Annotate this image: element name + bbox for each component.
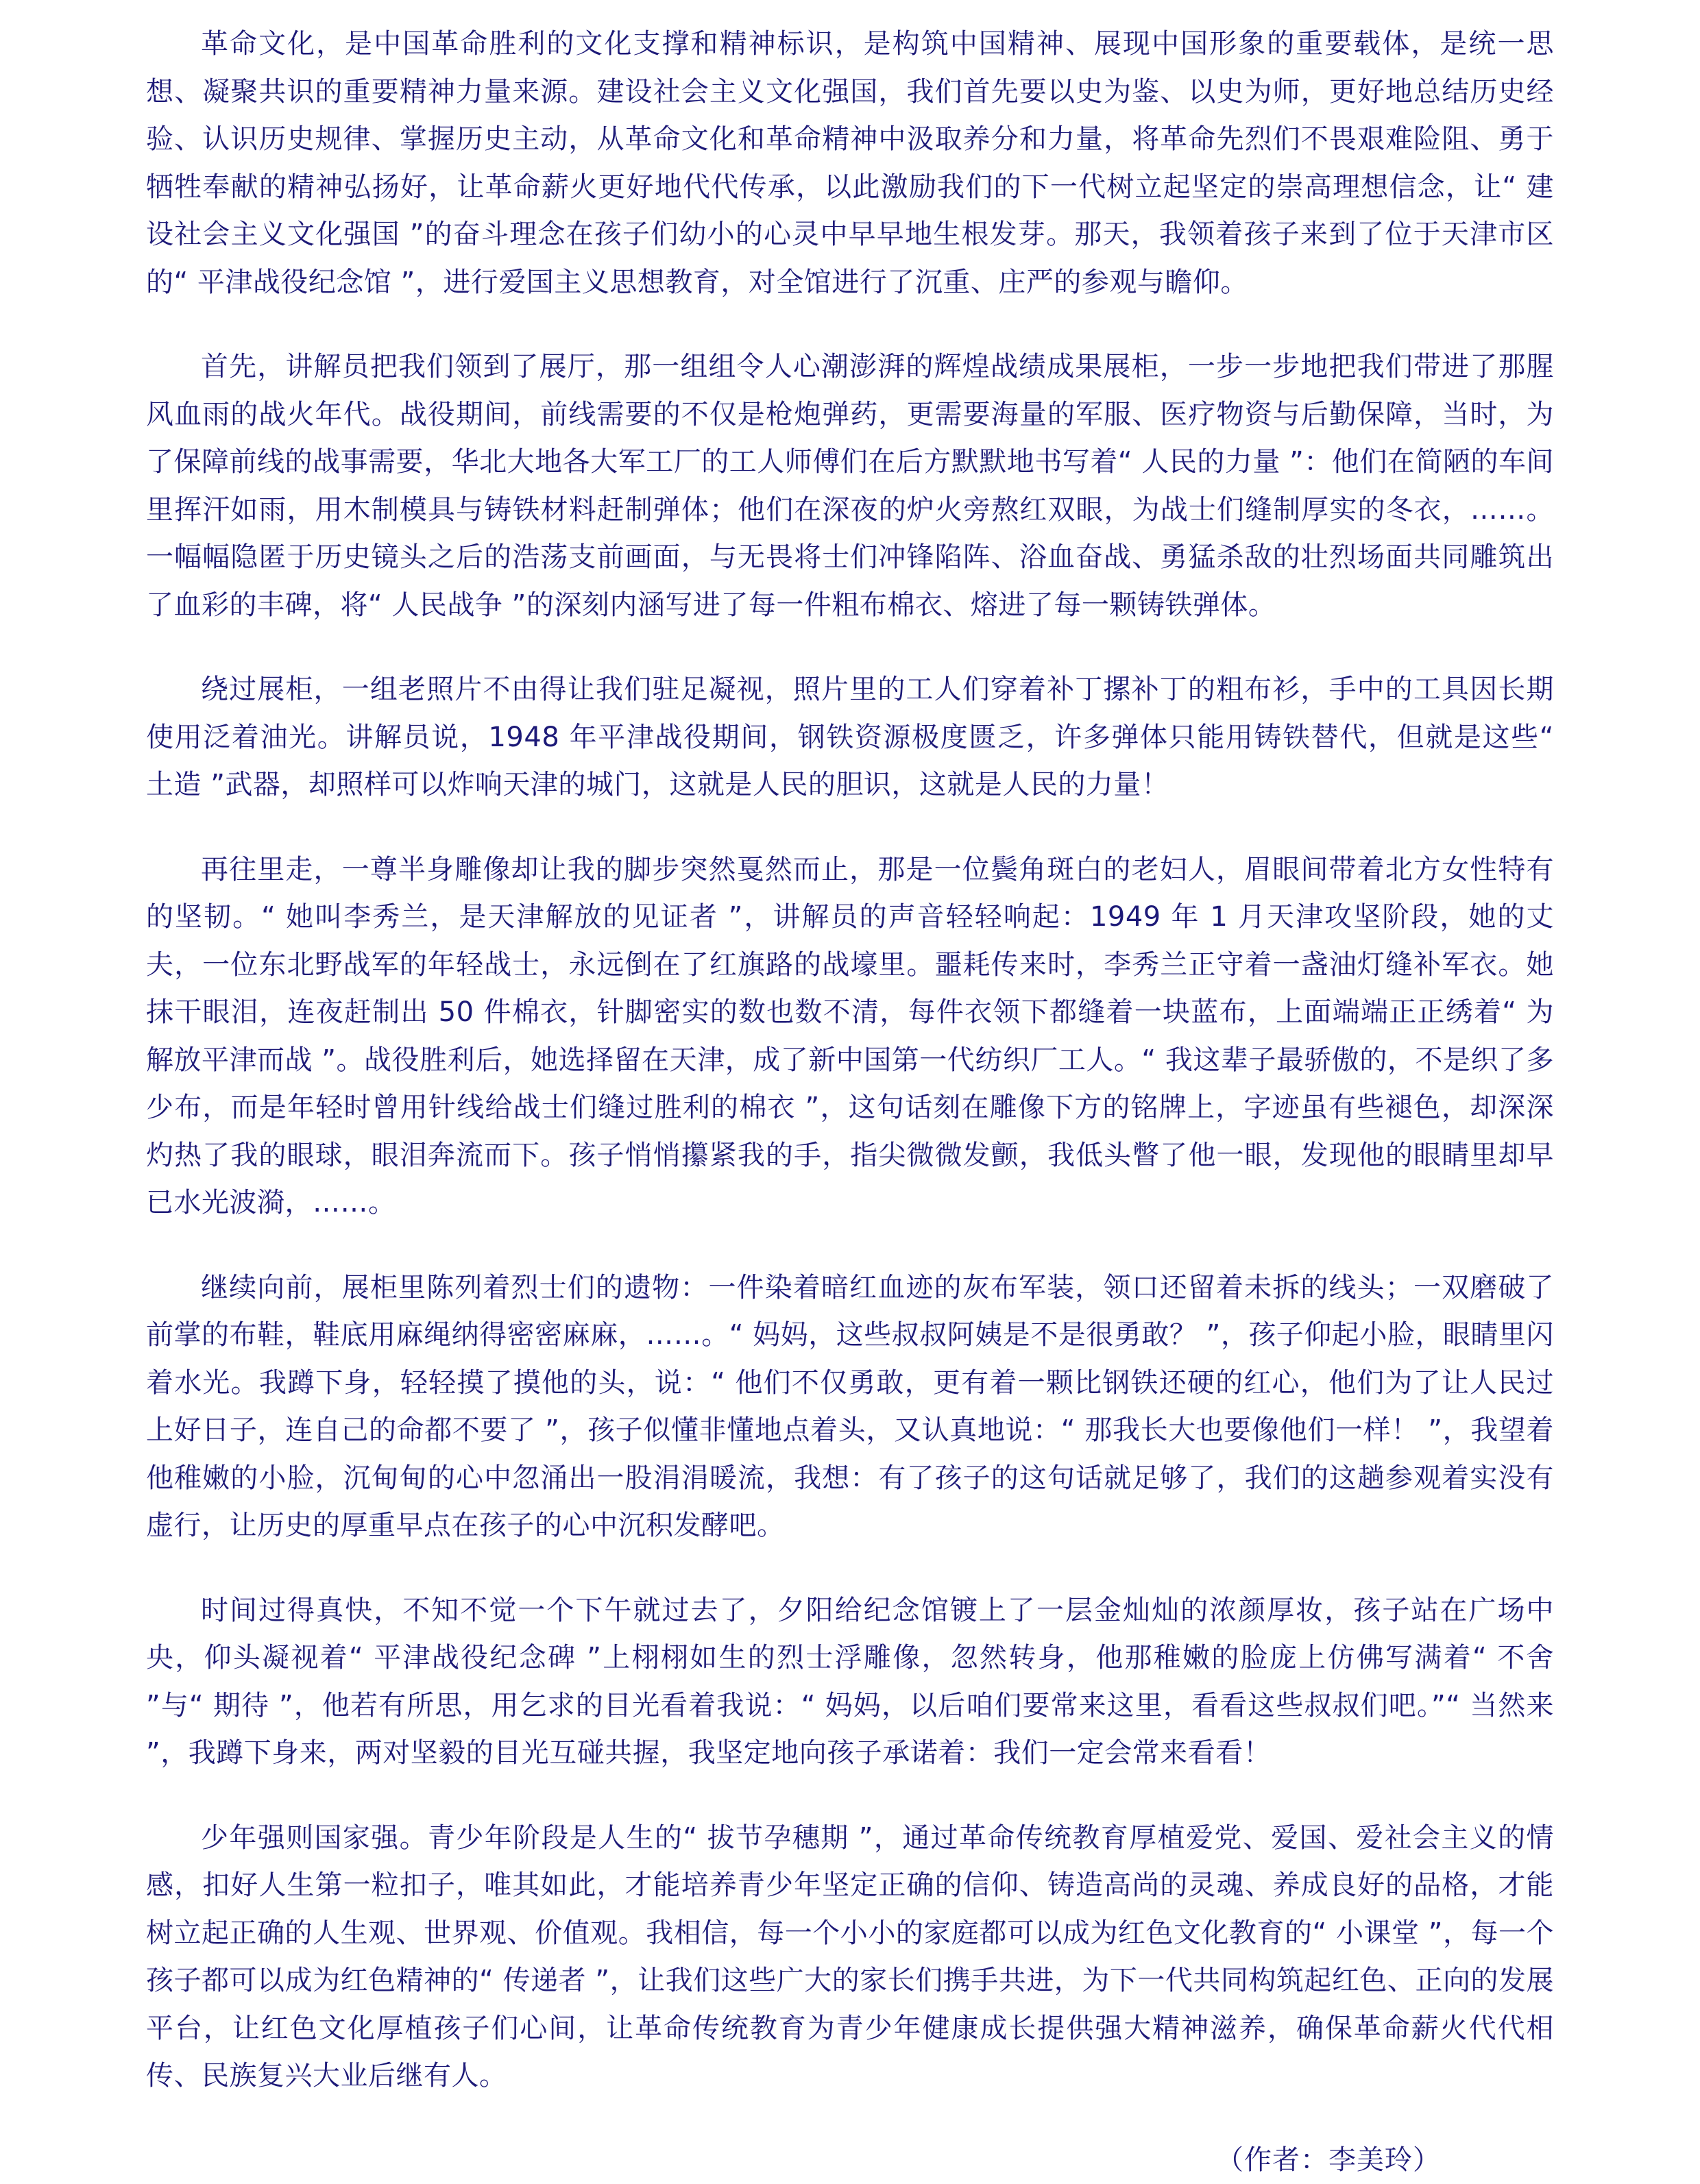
- paragraph-5: 继续向前，展柜里陈列着烈士们的遗物：一件染着暗红血迹的灰布军装，领口还留着未拆的线头；一双磨破了前掌的布鞋，鞋底用麻绳纳得密密麻麻，……。“ 妈妈，这些叔叔阿姨是不是很勇敢？ ”，孩子仰起小脸，眼睛里闪着水光。我蹲下身，轻轻摸了摸他的头，说：“ 他们不仅勇敢，更有着一颗比钢铁还硬的红心，他们为了让人民过上好日子，连自己的命都不要了 ”，孩子似懂非懂地点着头，又认真地说：“ 那我长大也要像他们一样！ ”，我望着他稚嫩的小脸，沉甸甸的心中忽涌出一股涓涓暖流，我想：有了孩子的这句话就足够了，我们的这趟参观着实没有虚行，让历史的厚重早点在孩子的心中沉积发酵吧。: [146, 1271, 1554, 1541]
- paragraph-2: 首先，讲解员把我们领到了展厅，那一组组令人心潮澎湃的辉煌战绩成果展柜，一步一步地把我们带进了那腥风血雨的战火年代。战役期间，前线需要的不仅是枪炮弹药，更需要海量的军服、医疗物资与后勤保障，当时，为了保障前线的战事需要，华北大地各大军工厂的工人师傅们在后方默默地书写着“ 人民的力量 ”：他们在简陋的车间里挥汗如雨，用木制模具与铸铁材料赶制弹体；他们在深夜的炉火旁熬红双眼，为战士们缝制厚实的冬衣，……。一幅幅隐匿于历史镜头之后的浩荡支前画面，与无畏将士们冲锋陷阵、浴血奋战、勇猛杀敌的壮烈场面共同雕筑出了血彩的丰碑，将“ 人民战争 ”的深刻内涵写进了每一件粗布棉衣、熔进了每一颗铸铁弹体。: [146, 351, 1554, 621]
- paragraph-6: 时间过得真快，不知不觉一个下午就过去了，夕阳给纪念馆镀上了一层金灿灿的浓颜厚妆，孩子站在广场中央，仰头凝视着“ 平津战役纪念碑 ”上栩栩如生的烈士浮雕像，忽然转身，他那稚嫩的脸庞上仿佛写满着“ 不舍 ”与“ 期待 ”，他若有所思，用乞求的目光看着我说：“ 妈妈，以后咱们要常来这里，看看这些叔叔们吧。”“ 当然来 ”，我蹲下身来，两对坚毅的目光互碰共握，我坚定地向孩子承诺着：我们一定会常来看看！: [146, 1594, 1554, 1769]
- article: [146, 21, 1554, 2184]
- paragraph-3: 绕过展柜，一组老照片不由得让我们驻足凝视，照片里的工人们穿着补丁摞补丁的粗布衫，手中的工具因长期使用泛着油光。讲解员说，1948 年平津战役期间，钢铁资源极度匮乏，许多弹体只能用铸铁替代，但就是这些“ 土造 ”武器，却照样可以炸响天津的城门，这就是人民的胆识，这就是人民的力量！: [146, 674, 1554, 800]
- paragraph-1: 革命文化，是中国革命胜利的文化支撑和精神标识，是构筑中国精神、展现中国形象的重要载体，是统一思想、凝聚共识的重要精神力量来源。建设社会主义文化强国，我们首先要以史为鉴、以史为师，更好地总结历史经验、认识历史规律、掌握历史主动，从革命文化和革命精神中汲取养分和力量，将革命先烈们不畏艰难险阻、勇于牺牲奉献的精神弘扬好，让革命薪火更好地代代传承，以此激励我们的下一代树立起坚定的崇高理想信念，让“ 建设社会主义文化强国 ”的奋斗理念在孩子们幼小的心灵中早早地生根发芽。那天，我领着孩子来到了位于天津市区的“ 平津战役纪念馆 ”，进行爱国主义思想教育，对全馆进行了沉重、庄严的参观与瞻仰。: [146, 28, 1554, 298]
- paragraph-4: 再往里走，一尊半身雕像却让我的脚步突然戛然而止，那是一位鬓角斑白的老妇人，眉眼间带着北方女性特有的坚韧。“ 她叫李秀兰，是天津解放的见证者 ”，讲解员的声音轻轻响起：1949 年 1 月天津攻坚阶段，她的丈夫，一位东北野战军的年轻战士，永远倒在了红旗路的战壕里。噩耗传来时，李秀兰正守着一盏油灯缝补军衣。她抹干眼泪，连夜赶制出 50 件棉衣，针脚密实的数也数不清，每件衣领下都缝着一块蓝布，上面端端正正绣着“ 为解放平津而战 ”。战役胜利后，她选择留在天津，成了新中国第一代纺织厂工人。“ 我这辈子最骄傲的，不是织了多少布，而是年轻时曾用针线给战士们缝过胜利的棉衣 ”，这句话刻在雕像下方的铭牌上，字迹虽有些褪色，却深深灼热了我的眼球，眼泪奔流而下。孩子悄悄攥紧我的手，指尖微微发颤，我低头瞥了他一眼，发现他的眼睛里却早已水光波漪，……。: [146, 853, 1554, 1218]
- author-credit: （作者：李美玲）: [1216, 2144, 1441, 2176]
- paragraph-7: 少年强则国家强。青少年阶段是人生的“ 拔节孕穗期 ”，通过革命传统教育厚植爱党、爱国、爱社会主义的情感，扣好人生第一粒扣子，唯其如此，才能培养青少年坚定正确的信仰、铸造高尚的灵魂、养成良好的品格，才能树立起正确的人生观、世界观、价值观。我相信，每一个小小的家庭都可以成为红色文化教育的“ 小课堂 ”，每一个孩子都可以成为红色精神的“ 传递者 ”，让我们这些广大的家长们携手共进，为下一代共同构筑起红色、正向的发展平台，让红色文化厚植孩子们心间，让革命传统教育为青少年健康成长提供强大精神滋养，确保革命薪火代代相传、民族复兴大业后继有人。: [146, 1821, 1554, 2091]
